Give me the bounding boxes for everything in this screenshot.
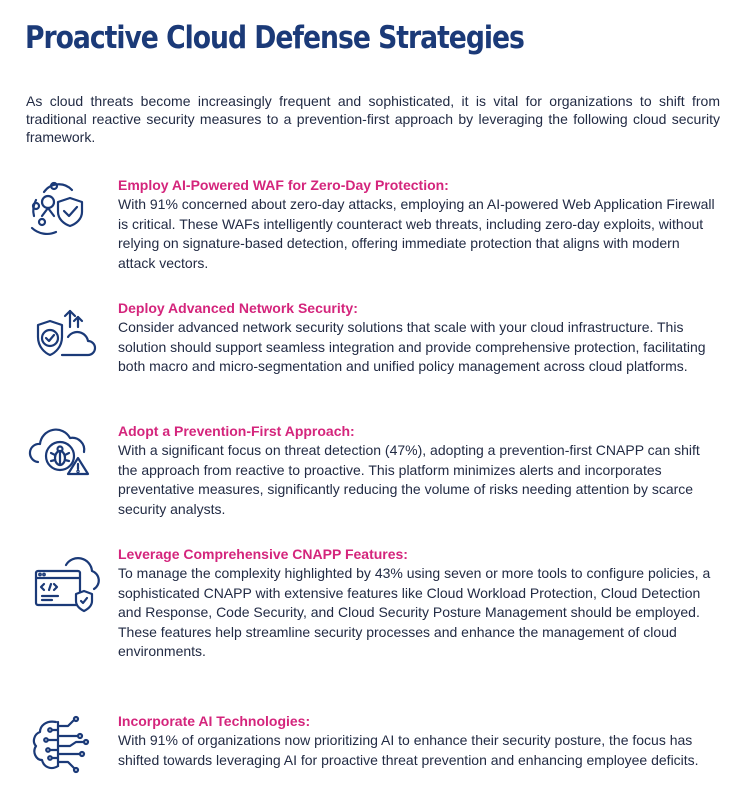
ai-network-shield-icon xyxy=(22,178,102,242)
section-body: With 91% concerned about zero-day attacks, employing an AI-powered Web Application Firewall is critical. These WAFs intelligently counteract web threats, including zero-day exploits, without relying on signature-based detection, offering immediate protection that aligns with modern attack vectors. xyxy=(118,196,715,271)
section-body: Consider advanced network security solutions that scale with your cloud infrastructure. This solution should support seamless integration and provide comprehensive protection, facilitating both macro and micro-segmentation and unified policy management across cloud platforms. xyxy=(118,319,706,374)
ai-brain-circuit-icon xyxy=(22,714,102,778)
cloud-bug-warning-icon xyxy=(22,422,102,486)
section-body: To manage the complexity highlighted by 43% using seven or more tools to configure policies, a sophisticated CNAPP with extensive features like Cloud Workload Protection, Cloud Detection and Response, Code Security, and Cloud Security Posture Management should be employed. These features help streamline security processes and enhance the management of cloud environments. xyxy=(118,565,711,659)
shield-cloud-upload-icon xyxy=(22,303,102,367)
section-heading: Leverage Comprehensive CNAPP Features: xyxy=(118,546,408,562)
code-window-shield-icon xyxy=(22,551,102,615)
intro-paragraph: As cloud threats become increasingly frequent and sophisticated, it is vital for organizations to shift from traditional reactive security measures to a prevention-first approach by leveraging the following cloud security framework. xyxy=(26,93,720,145)
section-heading: Deploy Advanced Network Security: xyxy=(118,300,358,316)
section-heading: Employ AI-Powered WAF for Zero-Day Protection: xyxy=(118,177,449,193)
section-heading: Adopt a Prevention-First Approach: xyxy=(118,423,355,439)
section-heading: Incorporate AI Technologies: xyxy=(118,713,311,729)
section-body: With 91% of organizations now prioritizing AI to enhance their security posture, the focus has shifted towards leveraging AI for proactive threat prevention and enhancing employee deficits. xyxy=(118,732,699,768)
section-body: With a significant focus on threat detection (47%), adopting a prevention-first CNAPP can shift the approach from reactive to proactive. This platform minimizes alerts and incorporates preventative measures, significantly reducing the volume of risks needing attention by scarce security analysts. xyxy=(118,442,700,517)
page-title: Proactive Cloud Defense Strategies xyxy=(25,20,524,56)
